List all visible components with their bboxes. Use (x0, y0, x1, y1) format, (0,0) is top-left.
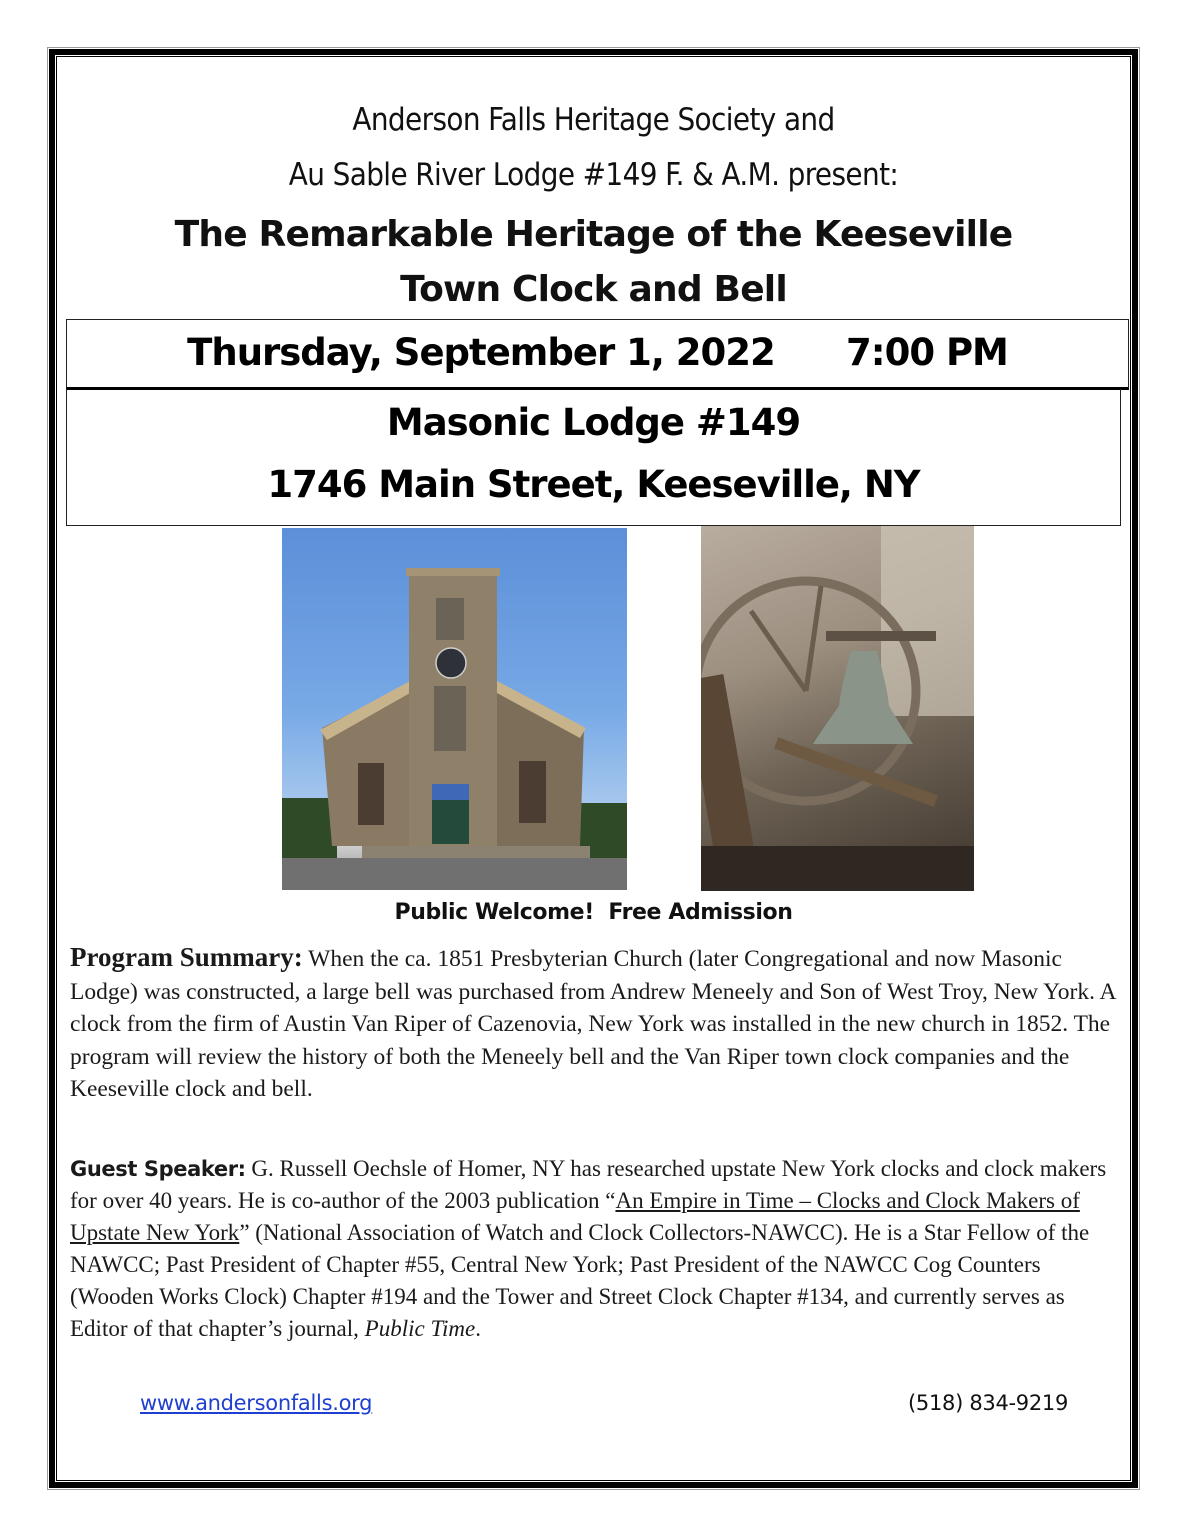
bell-illustration (701, 526, 974, 891)
program-summary (70, 941, 1120, 1106)
church-illustration (282, 528, 627, 890)
program-summary-label: Program Summary: (70, 942, 303, 972)
church-photo (282, 528, 627, 890)
guest-speaker-label: Guest Speaker: (70, 1157, 246, 1181)
venue-address: 1746 Main Street, Keeseville, NY (267, 463, 920, 506)
guest-speaker-text-1: G. Russell Oechsle of Homer, NY has researched upstate New York clocks and clock makers for over 40 years. He is co-author of the 2003 publication “ (70, 1156, 1107, 1213)
journal-title: Public Time (364, 1316, 476, 1341)
venue-name: Masonic Lodge #149 (386, 401, 801, 444)
presenter-line-1: Anderson Falls Heritage Society and (352, 102, 835, 138)
event-date: Thursday, September 1, 2022 (187, 331, 775, 374)
date-time-gap (775, 331, 846, 374)
location-box (66, 389, 1121, 526)
presenter-line-2: Au Sable River Lodge #149 F. & A.M. present: (288, 157, 899, 193)
website-link[interactable]: www.andersonfalls.org (140, 1391, 373, 1415)
program-summary-text: When the ca. 1851 Presbyterian Church (later Congregational and now Masonic Lodge) was constructed, a large bell was purchased from Andrew Meneely and Son of West Troy, New York. A clock from the firm of Austin Van Riper of Cazenovia, New York was installed in the new church in 1852. The program will review the history of both the Meneely bell and the Van Riper town clock companies and the Keeseville clock and bell. (70, 946, 1116, 1102)
date-time-box (66, 319, 1129, 390)
book-title: An Empire in Time – Clocks and Clock Makers of Upstate New York (70, 1188, 1080, 1245)
bell-photo (701, 526, 974, 891)
guest-speaker-text-3: . (475, 1316, 481, 1341)
event-title-line-1: The Remarkable Heritage of the Keeseville (174, 214, 1013, 255)
guest-speaker-text-2: ” (National Association of Watch and Clock Collectors-NAWCC). He is a Star Fellow of the NAWCC; Past President of Chapter #55, Central New York; Past President of the NAWCC Cog Counters (Wooden Works Clock) Chapter #194 and the Tower and Street Clock Chapter #134, and currently serves as Editor of that chapter’s journal, (70, 1220, 1090, 1341)
phone-number: (518) 834-9219 (908, 1391, 1069, 1415)
event-title-line-2: Town Clock and Bell (400, 269, 787, 310)
event-time: 7:00 PM (846, 331, 1008, 374)
guest-speaker (70, 1153, 1120, 1345)
admission-notice: Public Welcome! Free Admission (394, 900, 793, 925)
